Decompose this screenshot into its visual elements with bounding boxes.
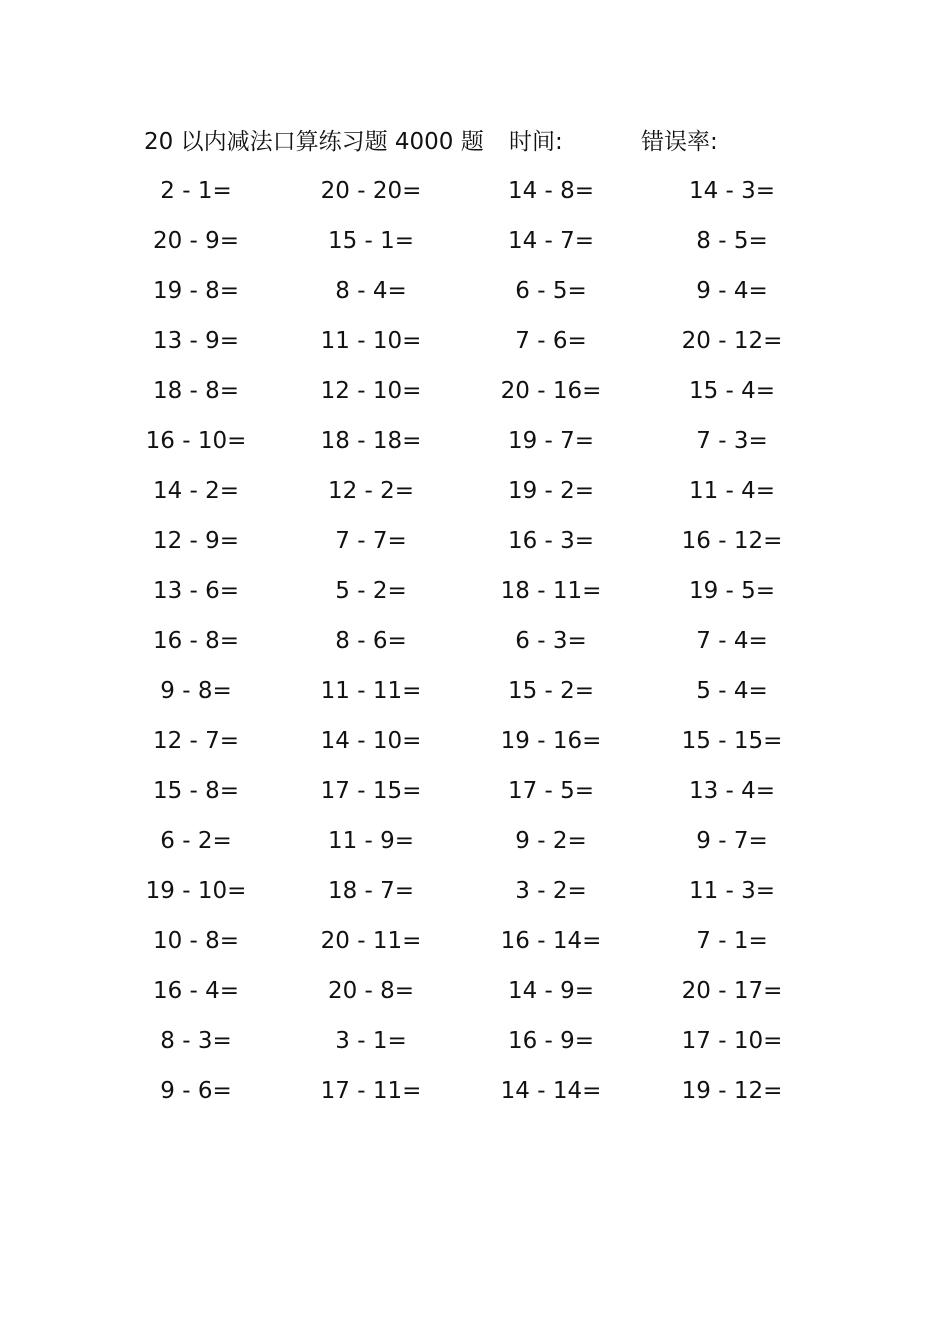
problem-item: 8 - 3= [160,1028,232,1054]
problem-row [0,666,950,716]
problem-row [0,616,950,666]
problem-item: 17 - 15= [320,778,422,804]
problem-item: 13 - 9= [152,328,240,354]
problem-item: 15 - 2= [507,678,595,704]
problem-row [0,166,950,216]
problem-item: 17 - 5= [507,778,595,804]
problem-item: 8 - 5= [696,228,768,254]
problem-row [0,416,950,466]
problem-item: 20 - 17= [681,978,783,1004]
problem-item: 17 - 10= [681,1028,783,1054]
problem-item: 18 - 11= [500,578,602,604]
problem-item: 9 - 7= [696,828,768,854]
problem-item: 19 - 7= [507,428,595,454]
problem-item: 11 - 3= [688,878,776,904]
problem-item: 16 - 4= [152,978,240,1004]
problem-item: 2 - 1= [160,178,232,204]
problem-row [0,1016,950,1066]
problem-item: 19 - 16= [500,728,602,754]
problem-row [0,216,950,266]
problem-item: 17 - 11= [320,1078,422,1104]
problem-row [0,316,950,366]
problem-item: 15 - 8= [152,778,240,804]
problem-item: 19 - 8= [152,278,240,304]
problem-item: 5 - 4= [696,678,768,704]
problem-item: 14 - 14= [500,1078,602,1104]
problem-item: 9 - 6= [160,1078,232,1104]
problem-item: 11 - 4= [688,478,776,504]
problem-item: 7 - 4= [696,628,768,654]
problem-item: 13 - 4= [688,778,776,804]
problem-item: 15 - 1= [327,228,415,254]
problem-item: 5 - 2= [335,578,407,604]
problem-item: 20 - 11= [320,928,422,954]
problem-item: 16 - 10= [145,428,247,454]
problem-item: 20 - 9= [152,228,240,254]
problem-item: 19 - 10= [145,878,247,904]
problem-item: 16 - 9= [507,1028,595,1054]
problem-item: 18 - 7= [327,878,415,904]
problem-item: 8 - 4= [335,278,407,304]
problem-item: 14 - 3= [688,178,776,204]
error-rate-label: 错误率: [641,129,718,155]
problem-item: 7 - 6= [515,328,587,354]
problem-item: 7 - 1= [696,928,768,954]
problem-item: 3 - 1= [335,1028,407,1054]
problem-row [0,716,950,766]
problem-item: 19 - 5= [688,578,776,604]
problem-row [0,266,950,316]
problem-item: 16 - 8= [152,628,240,654]
problem-item: 16 - 12= [681,528,783,554]
problem-item: 12 - 9= [152,528,240,554]
problem-item: 14 - 7= [507,228,595,254]
problem-item: 6 - 3= [515,628,587,654]
problem-item: 9 - 4= [696,278,768,304]
problem-item: 20 - 20= [320,178,422,204]
problem-item: 16 - 3= [507,528,595,554]
problem-item: 20 - 16= [500,378,602,404]
problem-item: 14 - 8= [507,178,595,204]
problem-row [0,866,950,916]
problem-item: 8 - 6= [335,628,407,654]
problem-item: 7 - 7= [335,528,407,554]
problem-row [0,916,950,966]
problem-row [0,966,950,1016]
problem-item: 7 - 3= [696,428,768,454]
problem-item: 15 - 15= [681,728,783,754]
problem-row [0,466,950,516]
problem-item: 10 - 8= [152,928,240,954]
worksheet-title: 20 以内减法口算练习题 4000 题 [144,129,484,155]
problem-item: 14 - 2= [152,478,240,504]
problem-item: 20 - 8= [327,978,415,1004]
problem-item: 11 - 9= [327,828,415,854]
problem-row [0,766,950,816]
problem-row [0,366,950,416]
problem-item: 18 - 8= [152,378,240,404]
problem-row [0,566,950,616]
time-label: 时间: [509,129,563,155]
problem-item: 18 - 18= [320,428,422,454]
problem-item: 14 - 9= [507,978,595,1004]
problem-item: 9 - 2= [515,828,587,854]
problem-item: 6 - 5= [515,278,587,304]
problem-item: 19 - 12= [681,1078,783,1104]
problem-item: 16 - 14= [500,928,602,954]
problem-item: 11 - 11= [320,678,422,704]
problem-item: 3 - 2= [515,878,587,904]
problem-item: 12 - 10= [320,378,422,404]
problem-item: 14 - 10= [320,728,422,754]
problem-item: 6 - 2= [160,828,232,854]
problem-item: 11 - 10= [320,328,422,354]
problem-item: 12 - 7= [152,728,240,754]
problem-item: 19 - 2= [507,478,595,504]
problem-item: 12 - 2= [327,478,415,504]
problem-row [0,816,950,866]
problem-item: 15 - 4= [688,378,776,404]
problem-row [0,516,950,566]
problem-item: 20 - 12= [681,328,783,354]
problem-item: 9 - 8= [160,678,232,704]
problem-row [0,1066,950,1116]
problem-item: 13 - 6= [152,578,240,604]
